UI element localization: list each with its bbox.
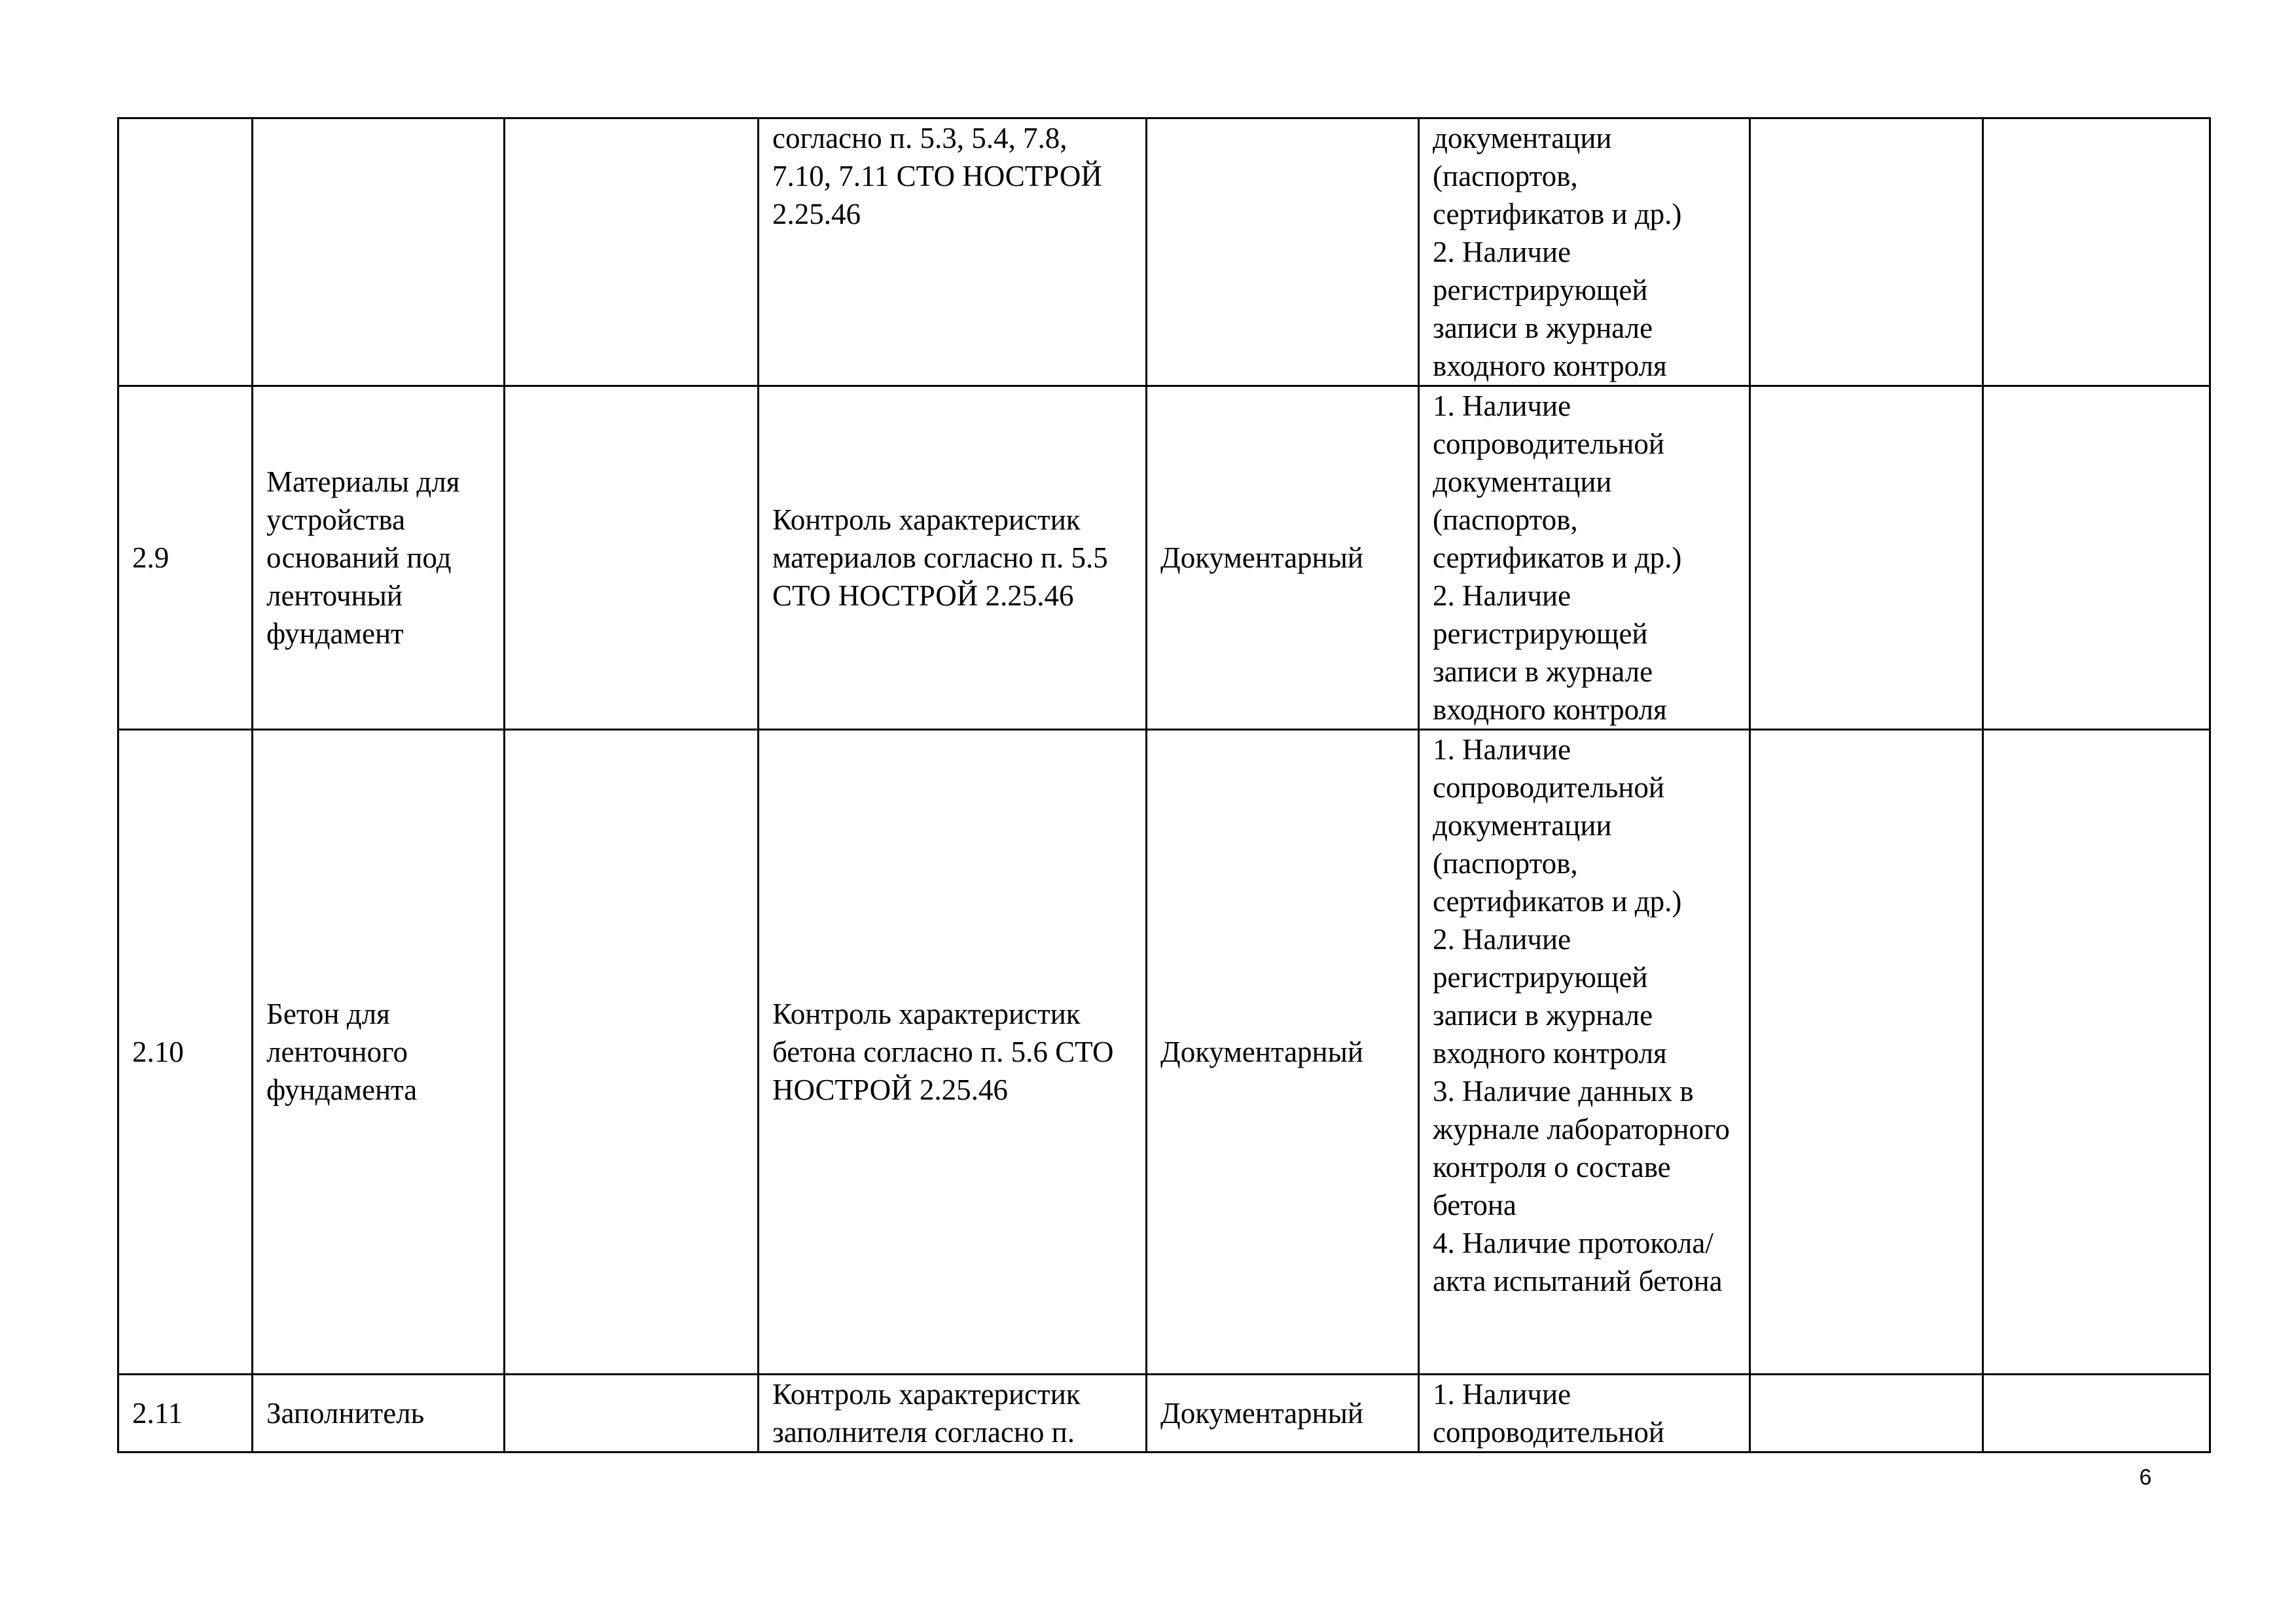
requirement-item: 4. Наличие протокола/акта испытаний бетона	[1433, 1227, 1723, 1297]
requirement-item: 3. Наличие данных в журнале лабораторного контроля о составе бетона	[1433, 1075, 1730, 1221]
control-description-cell: Контроль характеристик заполнителя согласно п.	[759, 1375, 1147, 1453]
inspection-table	[117, 117, 2211, 1453]
empty-cell	[1983, 1375, 2210, 1453]
item-name-cell: Заполнитель	[253, 1375, 505, 1453]
requirement-item: 2. Наличие регистрирующей записи в журнале входного контроля	[1433, 236, 1667, 382]
table-row	[118, 1375, 2210, 1453]
requirements-cell	[1419, 1375, 1750, 1453]
requirements-cell	[1419, 386, 1750, 730]
control-method-cell: Документарный	[1147, 386, 1419, 730]
empty-cell	[505, 730, 759, 1375]
table-row	[118, 386, 2210, 730]
row-number-cell: 2.11	[118, 1375, 253, 1453]
empty-cell	[1750, 1375, 1983, 1453]
requirement-item: 1. Наличие сопроводительной	[1433, 1378, 1664, 1449]
requirement-item: 2. Наличие регистрирующей записи в журнале входного контроля	[1433, 923, 1667, 1070]
row-number-cell: 2.10	[118, 730, 253, 1375]
control-description-cell: Контроль характеристик бетона согласно п. 5.6 СТО НОСТРОЙ 2.25.46	[759, 730, 1147, 1375]
requirement-item: 1. Наличие сопроводительной документации (паспортов, сертификатов и др.)	[1433, 733, 1682, 918]
empty-cell	[1983, 118, 2210, 386]
control-description-cell: Контроль характеристик материалов согласно п. 5.5 СТО НОСТРОЙ 2.25.46	[759, 386, 1147, 730]
control-method-cell: Документарный	[1147, 1375, 1419, 1453]
empty-cell	[505, 386, 759, 730]
empty-cell	[1983, 730, 2210, 1375]
empty-cell	[1983, 386, 2210, 730]
control-method-cell: Документарный	[1147, 730, 1419, 1375]
page-number: 6	[2139, 1465, 2152, 1490]
table-row	[118, 730, 2210, 1375]
requirements-cell	[1419, 730, 1750, 1375]
control-method-cell	[1147, 118, 1419, 386]
control-description-cell: согласно п. 5.3, 5.4, 7.8, 7.10, 7.11 СТО НОСТРОЙ 2.25.46	[759, 118, 1147, 386]
table-row	[118, 118, 2210, 386]
row-number-cell: 2.9	[118, 386, 253, 730]
item-name-cell: Бетон для ленточного фундамента	[253, 730, 505, 1375]
empty-cell	[1750, 730, 1983, 1375]
empty-cell	[1750, 118, 1983, 386]
requirement-item: документации (паспортов, сертификатов и др.)	[1433, 122, 1682, 230]
requirement-item: 1. Наличие сопроводительной документации (паспортов, сертификатов и др.)	[1433, 389, 1682, 574]
item-name-cell: Материалы для устройства оснований под ленточный фундамент	[253, 386, 505, 730]
requirement-item: 2. Наличие регистрирующей записи в журнале входного контроля	[1433, 579, 1667, 726]
item-name-cell	[253, 118, 505, 386]
requirements-cell	[1419, 118, 1750, 386]
empty-cell	[505, 1375, 759, 1453]
empty-cell	[505, 118, 759, 386]
row-number-cell	[118, 118, 253, 386]
empty-cell	[1750, 386, 1983, 730]
